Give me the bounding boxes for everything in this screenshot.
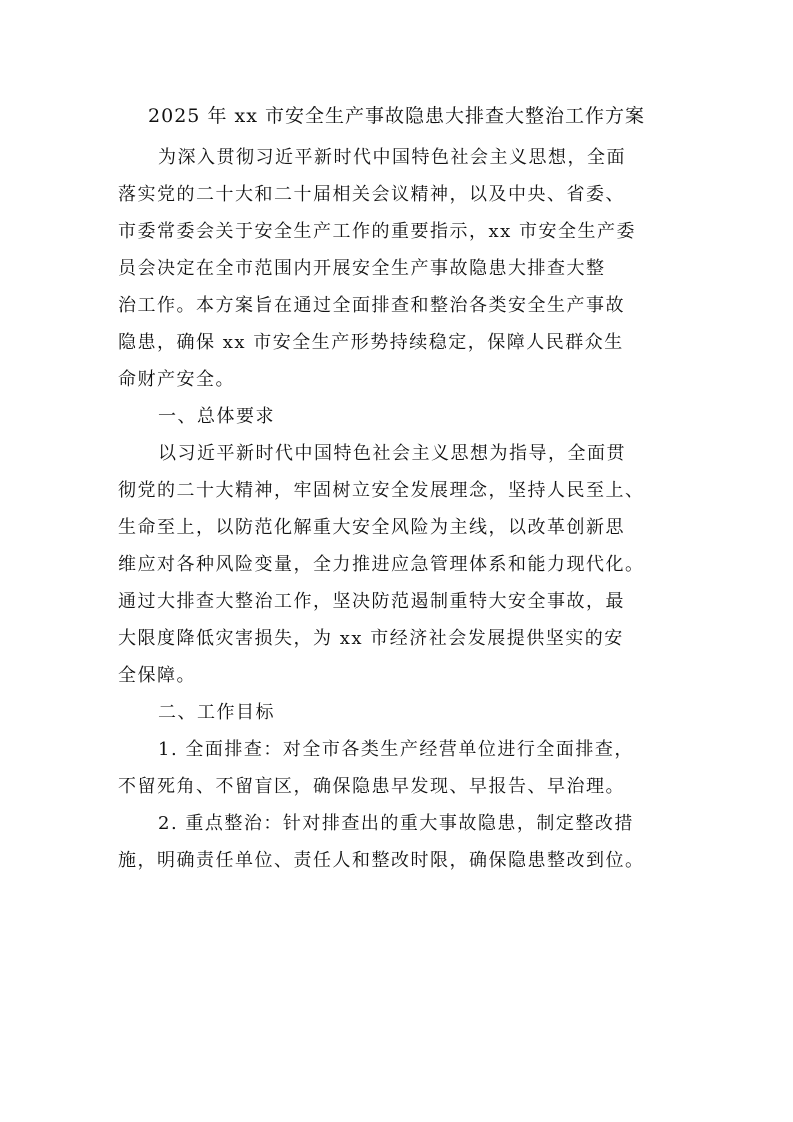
section1-line: 彻党的二十大精神，牢固树立安全发展理念，坚持人民至上、 (118, 480, 645, 501)
intro-line: 治工作。本方案旨在通过全面排查和整治各类安全生产事故 (118, 295, 625, 316)
section1-line: 大限度降低灾害损失，为 xx 市经济社会发展提供坚实的安 (118, 628, 624, 649)
intro-line: 为深入贯彻习近平新时代中国特色社会主义思想，全面 (158, 147, 626, 168)
intro-line: 命财产安全。 (118, 369, 235, 390)
section-heading-overall-requirements: 一、总体要求 (158, 406, 275, 427)
section1-line: 维应对各种风险变量，全力推进应急管理体系和能力现代化。 (118, 554, 645, 575)
goal-item-line: 2. 重点整治：针对排查出的重大事故隐患，制定整改措 (158, 813, 634, 834)
section1-line: 生命至上，以防范化解重大安全风险为主线，以改革创新思 (118, 517, 625, 538)
section1-line: 全保障。 (118, 665, 196, 686)
document-title: 2025 年 xx 市安全生产事故隐患大排查大整治工作方案 (148, 105, 645, 127)
intro-line: 隐患，确保 xx 市安全生产形势持续稳定，保障人民群众生 (118, 332, 624, 353)
goal-item-line: 1. 全面排查：对全市各类生产经营单位进行全面排查， (158, 739, 634, 760)
intro-line: 落实党的二十大和二十届相关会议精神，以及中央、省委、 (118, 184, 625, 205)
goal-item-line: 施，明确责任单位、责任人和整改时限，确保隐患整改到位。 (118, 850, 645, 871)
section-heading-work-goals: 二、工作目标 (158, 702, 275, 723)
intro-line: 市委常委会关于安全生产工作的重要指示，xx 市安全生产委 (118, 221, 637, 242)
section1-line: 以习近平新时代中国特色社会主义思想为指导，全面贯 (158, 443, 626, 464)
section1-line: 通过大排查大整治工作，坚决防范遏制重特大安全事故，最 (118, 591, 625, 612)
goal-item-line: 不留死角、不留盲区，确保隐患早发现、早报告、早治理。 (118, 776, 625, 797)
intro-line: 员会决定在全市范围内开展安全生产事故隐患大排查大整 (118, 258, 606, 279)
